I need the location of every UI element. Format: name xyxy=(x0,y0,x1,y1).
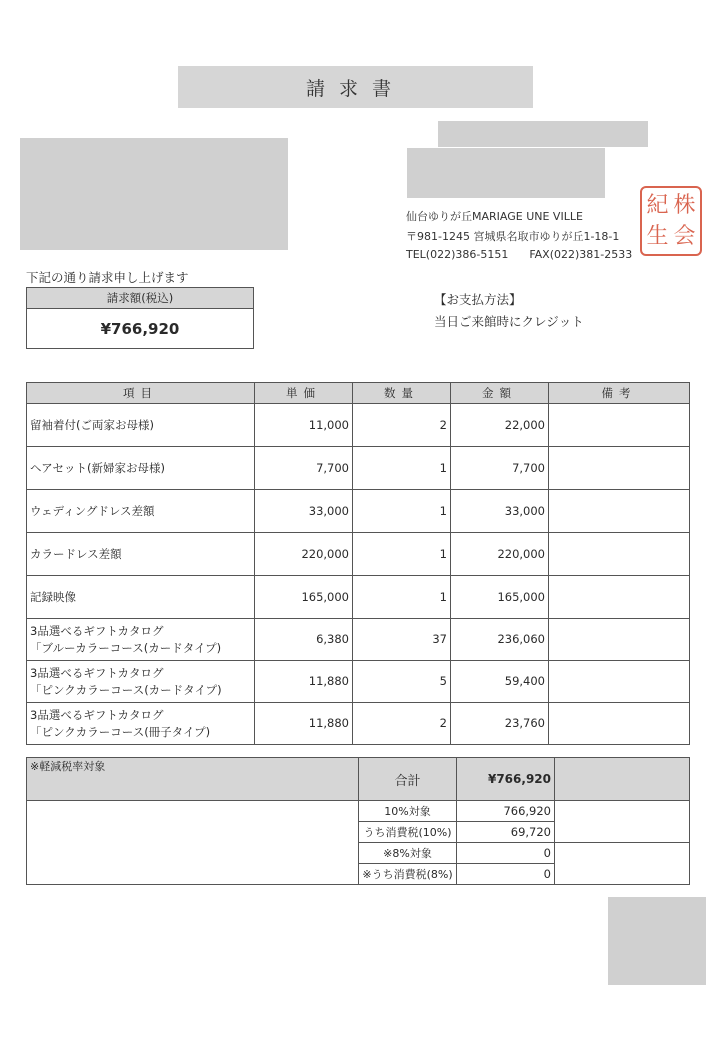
header-item: 項目 xyxy=(27,383,255,404)
tax-row xyxy=(27,801,690,822)
amount-cell: 220,000 xyxy=(451,533,549,576)
company-seal-stamp xyxy=(640,186,702,256)
amount-cell: 236,060 xyxy=(451,619,549,661)
table-row xyxy=(27,703,690,745)
company-address: 〒981-1245 宮城県名取市ゆりが丘1-18-1 xyxy=(406,230,620,243)
note-cell xyxy=(549,533,690,576)
unit-price-cell: 165,000 xyxy=(255,576,353,619)
item-name: カラードレス差額 xyxy=(30,547,122,561)
item-name-line2: 「ピンクカラーコース(カードタイプ) xyxy=(30,682,222,697)
company-contact xyxy=(406,248,632,261)
item-name: 3品選べるギフトカタログ xyxy=(30,666,164,681)
tax-label: 10%対象 xyxy=(359,801,457,822)
quantity-cell: 1 xyxy=(353,533,451,576)
note-cell xyxy=(549,576,690,619)
item-name: 3品選べるギフトカタログ xyxy=(30,624,164,639)
company-name: 仙台ゆりが丘MARIAGE UNE VILLE xyxy=(406,210,583,223)
quantity-cell: 1 xyxy=(353,490,451,533)
table-row xyxy=(27,404,690,447)
billing-amount-value: ¥766,920 xyxy=(100,320,180,338)
header-amount: 金額 xyxy=(451,383,549,404)
amount-cell: 165,000 xyxy=(451,576,549,619)
amount-cell: 7,700 xyxy=(451,447,549,490)
billing-amount-box xyxy=(26,287,254,349)
unit-price-cell: 6,380 xyxy=(255,619,353,661)
item-name-cell xyxy=(27,619,255,661)
total-note-cell xyxy=(555,758,690,801)
billing-amount-label: 請求額(税込) xyxy=(27,288,253,309)
tax-note-cell xyxy=(555,801,690,843)
tax-label: ※うち消費税(8%) xyxy=(359,864,457,885)
stamp-char: 会 xyxy=(673,223,696,249)
unit-price-cell: 220,000 xyxy=(255,533,353,576)
stamp-char: 生 xyxy=(646,223,669,249)
redacted-block xyxy=(407,148,605,198)
table-row xyxy=(27,533,690,576)
quantity-cell: 1 xyxy=(353,576,451,619)
header-note: 備考 xyxy=(549,383,690,404)
unit-price-cell: 11,880 xyxy=(255,661,353,703)
quantity-cell: 2 xyxy=(353,404,451,447)
tax-note-cell xyxy=(555,843,690,885)
table-row xyxy=(27,661,690,703)
item-name: 3品選べるギフトカタログ xyxy=(30,708,164,723)
note-cell xyxy=(549,703,690,745)
amount-cell: 22,000 xyxy=(451,404,549,447)
item-name: ウェディングドレス差額 xyxy=(30,504,155,518)
quantity-cell: 5 xyxy=(353,661,451,703)
unit-price-cell: 33,000 xyxy=(255,490,353,533)
tax-value: 0 xyxy=(457,843,555,864)
invoice-summary-table xyxy=(26,757,690,885)
invoice-items-table xyxy=(26,382,690,745)
company-tel: TEL(022)386-5151 xyxy=(406,248,509,261)
item-name-cell xyxy=(27,447,255,490)
amount-cell: 59,400 xyxy=(451,661,549,703)
amount-cell: 23,760 xyxy=(451,703,549,745)
item-name-cell xyxy=(27,661,255,703)
table-row xyxy=(27,490,690,533)
item-name: ヘアセット(新婦家お母様) xyxy=(30,461,166,475)
payment-method-title: 【お支払方法】 xyxy=(434,292,522,307)
item-name: 留袖着付(ご両家お母様) xyxy=(30,418,154,432)
tax-value: 766,920 xyxy=(457,801,555,822)
table-row xyxy=(27,447,690,490)
company-fax: FAX(022)381-2533 xyxy=(529,248,633,261)
item-name: 記録映像 xyxy=(30,590,76,604)
item-name-cell xyxy=(27,703,255,745)
summary-blank-cell xyxy=(27,801,359,885)
amount-cell: 33,000 xyxy=(451,490,549,533)
table-header-row xyxy=(27,383,690,404)
unit-price-cell: 11,000 xyxy=(255,404,353,447)
item-name-cell xyxy=(27,576,255,619)
redacted-block xyxy=(608,897,706,985)
payment-method-value: 当日ご来館時にクレジット xyxy=(434,314,584,329)
tax-value: 0 xyxy=(457,864,555,885)
item-name-line2: 「ブルーカラーコース(カードタイプ) xyxy=(30,640,222,655)
tax-value: 69,720 xyxy=(457,822,555,843)
quantity-cell: 37 xyxy=(353,619,451,661)
quantity-cell: 1 xyxy=(353,447,451,490)
tax-label: ※8%対象 xyxy=(359,843,457,864)
stamp-char: 紀 xyxy=(646,192,669,218)
item-name-cell xyxy=(27,533,255,576)
reduced-rate-note: ※軽減税率対象 xyxy=(27,758,359,801)
total-label: 合計 xyxy=(359,758,457,801)
item-name-cell xyxy=(27,404,255,447)
unit-price-cell: 7,700 xyxy=(255,447,353,490)
redacted-recipient xyxy=(20,138,288,250)
redacted-block xyxy=(438,121,648,147)
note-cell xyxy=(549,490,690,533)
stamp-char: 株 xyxy=(673,192,696,218)
total-row xyxy=(27,758,690,801)
header-unit-price: 単価 xyxy=(255,383,353,404)
total-value: ¥766,920 xyxy=(457,758,555,801)
intro-text: 下記の通り請求申し上げます xyxy=(26,270,189,285)
item-name-line2: 「ピンクカラーコース(冊子タイプ) xyxy=(30,724,211,739)
quantity-cell: 2 xyxy=(353,703,451,745)
header-quantity: 数量 xyxy=(353,383,451,404)
table-row xyxy=(27,619,690,661)
note-cell xyxy=(549,619,690,661)
table-row xyxy=(27,576,690,619)
note-cell xyxy=(549,404,690,447)
tax-label: うち消費税(10%) xyxy=(359,822,457,843)
document-title: 請求書 xyxy=(178,66,533,108)
note-cell xyxy=(549,661,690,703)
note-cell xyxy=(549,447,690,490)
item-name-cell xyxy=(27,490,255,533)
unit-price-cell: 11,880 xyxy=(255,703,353,745)
